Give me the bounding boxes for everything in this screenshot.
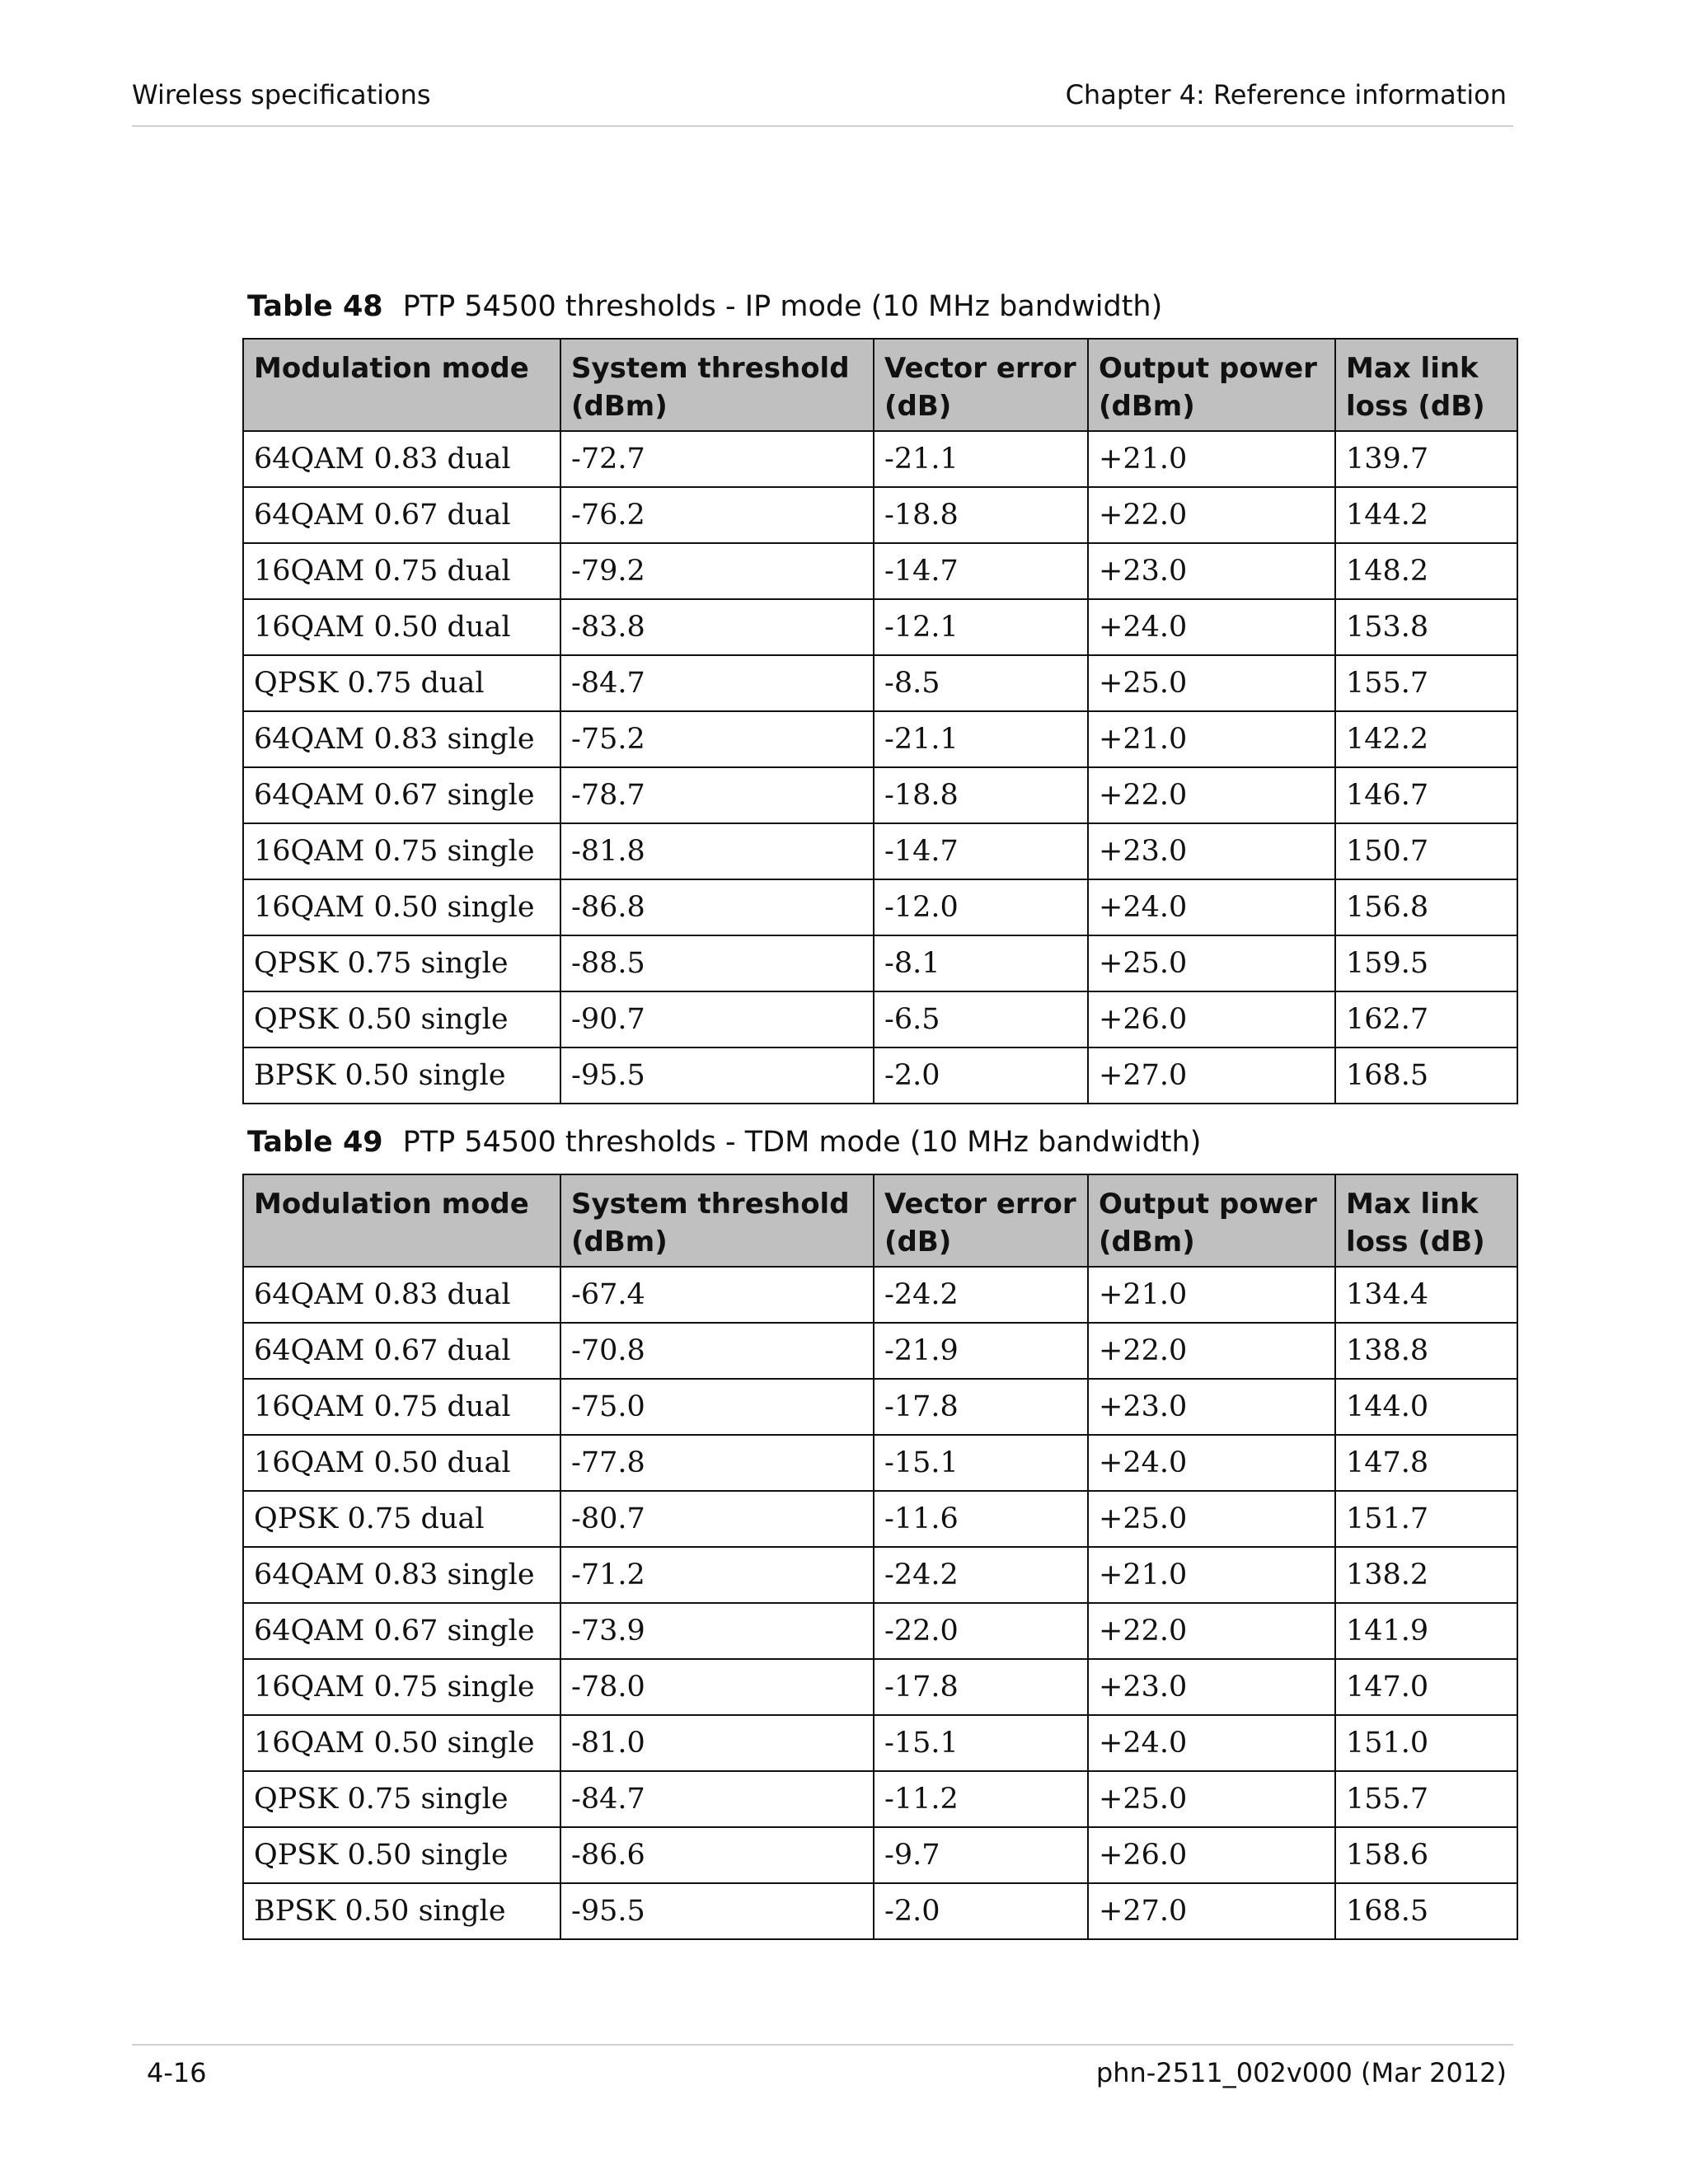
table-cell: -14.7	[874, 823, 1088, 879]
table-cell: 151.7	[1335, 1491, 1517, 1547]
table-cell: -14.7	[874, 543, 1088, 599]
table-row	[243, 1715, 1517, 1771]
table-cell: 138.8	[1335, 1323, 1517, 1379]
table-row	[243, 935, 1517, 991]
table-cell: 16QAM 0.50 single	[243, 1715, 560, 1771]
table-cell: -86.8	[560, 879, 874, 935]
table-cell: 151.0	[1335, 1715, 1517, 1771]
table-cell: +22.0	[1088, 767, 1335, 823]
table-cell: 64QAM 0.83 dual	[243, 1267, 560, 1323]
table-cell: -70.8	[560, 1323, 874, 1379]
table-cell: 16QAM 0.50 dual	[243, 599, 560, 655]
table-cell: QPSK 0.75 single	[243, 1771, 560, 1827]
table-row	[243, 1379, 1517, 1435]
column-header: Modulation mode	[243, 339, 560, 431]
table-cell: QPSK 0.50 single	[243, 991, 560, 1047]
table-cell: -88.5	[560, 935, 874, 991]
table-cell: +25.0	[1088, 1491, 1335, 1547]
table-cell: -84.7	[560, 1771, 874, 1827]
table-row	[243, 879, 1517, 935]
table-48	[242, 338, 1518, 1104]
table-cell: -18.8	[874, 487, 1088, 543]
table-row	[243, 823, 1517, 879]
table-row	[243, 711, 1517, 767]
table-cell: 144.0	[1335, 1379, 1517, 1435]
table-cell: +23.0	[1088, 823, 1335, 879]
table-row	[243, 599, 1517, 655]
table-cell: -75.0	[560, 1379, 874, 1435]
table-cell: -15.1	[874, 1435, 1088, 1491]
table-cell: QPSK 0.50 single	[243, 1827, 560, 1883]
caption-title: PTP 54500 thresholds - IP mode (10 MHz bandwidth)	[402, 290, 1163, 323]
table-row	[243, 1047, 1517, 1104]
table-cell: +24.0	[1088, 1435, 1335, 1491]
table-row	[243, 1883, 1517, 1939]
running-header	[132, 77, 1507, 112]
table-row	[243, 1435, 1517, 1491]
table-cell: -71.2	[560, 1547, 874, 1603]
table-cell: 64QAM 0.67 dual	[243, 1323, 560, 1379]
table-row	[243, 1659, 1517, 1715]
document-id: phn-2511_002v000 (Mar 2012)	[1095, 2057, 1507, 2088]
table-cell: -95.5	[560, 1883, 874, 1939]
table-cell: 64QAM 0.67 single	[243, 767, 560, 823]
table-row	[243, 1827, 1517, 1883]
table-cell: 168.5	[1335, 1883, 1517, 1939]
table-cell: -77.8	[560, 1435, 874, 1491]
table-cell: 147.8	[1335, 1435, 1517, 1491]
table-row	[243, 655, 1517, 711]
table-cell: -6.5	[874, 991, 1088, 1047]
table-cell: -21.9	[874, 1323, 1088, 1379]
table-cell: 134.4	[1335, 1267, 1517, 1323]
table-cell: 168.5	[1335, 1047, 1517, 1104]
table-row	[243, 1603, 1517, 1659]
table-cell: +25.0	[1088, 1771, 1335, 1827]
table-cell: 16QAM 0.75 single	[243, 823, 560, 879]
column-header: Output power (dBm)	[1088, 339, 1335, 431]
table-cell: 138.2	[1335, 1547, 1517, 1603]
table-cell: +24.0	[1088, 879, 1335, 935]
caption-number: Table 48	[247, 290, 383, 323]
table-cell: 16QAM 0.50 dual	[243, 1435, 560, 1491]
table-cell: -24.2	[874, 1267, 1088, 1323]
table-row	[243, 1323, 1517, 1379]
table-cell: 148.2	[1335, 543, 1517, 599]
table-cell: 158.6	[1335, 1827, 1517, 1883]
table-cell: -75.2	[560, 711, 874, 767]
table-cell: 155.7	[1335, 655, 1517, 711]
table-cell: -9.7	[874, 1827, 1088, 1883]
table-cell: -24.2	[874, 1547, 1088, 1603]
table-cell: -8.1	[874, 935, 1088, 991]
column-header: System threshold (dBm)	[560, 1174, 874, 1267]
table-cell: 142.2	[1335, 711, 1517, 767]
table-cell: -84.7	[560, 655, 874, 711]
table-cell: +25.0	[1088, 655, 1335, 711]
table-cell: 16QAM 0.75 dual	[243, 543, 560, 599]
table-49-caption	[247, 1122, 1201, 1162]
table-cell: -83.8	[560, 599, 874, 655]
table-cell: -8.5	[874, 655, 1088, 711]
table-cell: -22.0	[874, 1603, 1088, 1659]
table-cell: 153.8	[1335, 599, 1517, 655]
table-row	[243, 991, 1517, 1047]
table-cell: +24.0	[1088, 599, 1335, 655]
table-cell: -95.5	[560, 1047, 874, 1104]
page-number: 4-16	[147, 2057, 207, 2088]
table-cell: 156.8	[1335, 879, 1517, 935]
table-cell: 155.7	[1335, 1771, 1517, 1827]
table-row	[243, 487, 1517, 543]
table-header-row	[243, 339, 1517, 431]
table-cell: 150.7	[1335, 823, 1517, 879]
caption-title: PTP 54500 thresholds - TDM mode (10 MHz bandwidth)	[402, 1126, 1202, 1159]
table-cell: +23.0	[1088, 543, 1335, 599]
table-cell: 16QAM 0.75 dual	[243, 1379, 560, 1435]
table-header-row	[243, 1174, 1517, 1267]
table-cell: 16QAM 0.75 single	[243, 1659, 560, 1715]
table-cell: -2.0	[874, 1883, 1088, 1939]
table-cell: QPSK 0.75 single	[243, 935, 560, 991]
table-cell: -11.2	[874, 1771, 1088, 1827]
table-cell: -86.6	[560, 1827, 874, 1883]
running-footer	[147, 2055, 1507, 2090]
table-cell: -80.7	[560, 1491, 874, 1547]
table-cell: +22.0	[1088, 1603, 1335, 1659]
table-row	[243, 1267, 1517, 1323]
table-cell: +25.0	[1088, 935, 1335, 991]
table-49	[242, 1174, 1518, 1940]
table-cell: -18.8	[874, 767, 1088, 823]
table-cell: 64QAM 0.83 dual	[243, 431, 560, 487]
caption-number: Table 49	[247, 1126, 383, 1159]
table-cell: +26.0	[1088, 1827, 1335, 1883]
table-cell: -21.1	[874, 431, 1088, 487]
section-title: Wireless specifications	[132, 79, 431, 110]
table-cell: -81.0	[560, 1715, 874, 1771]
table-cell: 141.9	[1335, 1603, 1517, 1659]
table-cell: 16QAM 0.50 single	[243, 879, 560, 935]
table-cell: +22.0	[1088, 487, 1335, 543]
table-cell: 64QAM 0.83 single	[243, 711, 560, 767]
table-cell: 64QAM 0.67 dual	[243, 487, 560, 543]
column-header: Output power (dBm)	[1088, 1174, 1335, 1267]
table-row	[243, 1771, 1517, 1827]
table-cell: +21.0	[1088, 1267, 1335, 1323]
table-cell: -72.7	[560, 431, 874, 487]
header-rule	[132, 125, 1513, 127]
table-cell: BPSK 0.50 single	[243, 1047, 560, 1104]
table-row	[243, 1491, 1517, 1547]
table-cell: +24.0	[1088, 1715, 1335, 1771]
table-cell: -17.8	[874, 1659, 1088, 1715]
table-cell: +23.0	[1088, 1379, 1335, 1435]
table-cell: +26.0	[1088, 991, 1335, 1047]
column-header: Max link loss (dB)	[1335, 1174, 1517, 1267]
table-cell: 64QAM 0.83 single	[243, 1547, 560, 1603]
table-row	[243, 543, 1517, 599]
table-cell: +22.0	[1088, 1323, 1335, 1379]
table-row	[243, 431, 1517, 487]
column-header: System threshold (dBm)	[560, 339, 874, 431]
table-cell: -2.0	[874, 1047, 1088, 1104]
table-cell: -78.7	[560, 767, 874, 823]
table-cell: -76.2	[560, 487, 874, 543]
table-cell: +27.0	[1088, 1047, 1335, 1104]
table-48-caption	[247, 287, 1162, 326]
table-cell: -11.6	[874, 1491, 1088, 1547]
table-cell: 64QAM 0.67 single	[243, 1603, 560, 1659]
table-row	[243, 767, 1517, 823]
table-cell: 159.5	[1335, 935, 1517, 991]
table-cell: +21.0	[1088, 431, 1335, 487]
table-cell: 139.7	[1335, 431, 1517, 487]
column-header: Max link loss (dB)	[1335, 339, 1517, 431]
table-cell: 146.7	[1335, 767, 1517, 823]
table-cell: -78.0	[560, 1659, 874, 1715]
table-cell: 144.2	[1335, 487, 1517, 543]
table-cell: +21.0	[1088, 1547, 1335, 1603]
table-cell: -21.1	[874, 711, 1088, 767]
table-cell: 162.7	[1335, 991, 1517, 1047]
table-cell: -73.9	[560, 1603, 874, 1659]
table-cell: -12.1	[874, 599, 1088, 655]
column-header: Vector error (dB)	[874, 339, 1088, 431]
table-cell: -17.8	[874, 1379, 1088, 1435]
column-header: Vector error (dB)	[874, 1174, 1088, 1267]
table-cell: QPSK 0.75 dual	[243, 1491, 560, 1547]
table-row	[243, 1547, 1517, 1603]
table-cell: BPSK 0.50 single	[243, 1883, 560, 1939]
table-cell: -90.7	[560, 991, 874, 1047]
table-cell: +21.0	[1088, 711, 1335, 767]
table-cell: -67.4	[560, 1267, 874, 1323]
table-cell: +27.0	[1088, 1883, 1335, 1939]
table-cell: -15.1	[874, 1715, 1088, 1771]
table-cell: QPSK 0.75 dual	[243, 655, 560, 711]
table-cell: -12.0	[874, 879, 1088, 935]
footer-rule	[132, 2044, 1513, 2046]
chapter-title: Chapter 4: Reference information	[1065, 79, 1507, 110]
table-cell: 147.0	[1335, 1659, 1517, 1715]
column-header: Modulation mode	[243, 1174, 560, 1267]
table-cell: +23.0	[1088, 1659, 1335, 1715]
table-cell: -81.8	[560, 823, 874, 879]
table-cell: -79.2	[560, 543, 874, 599]
